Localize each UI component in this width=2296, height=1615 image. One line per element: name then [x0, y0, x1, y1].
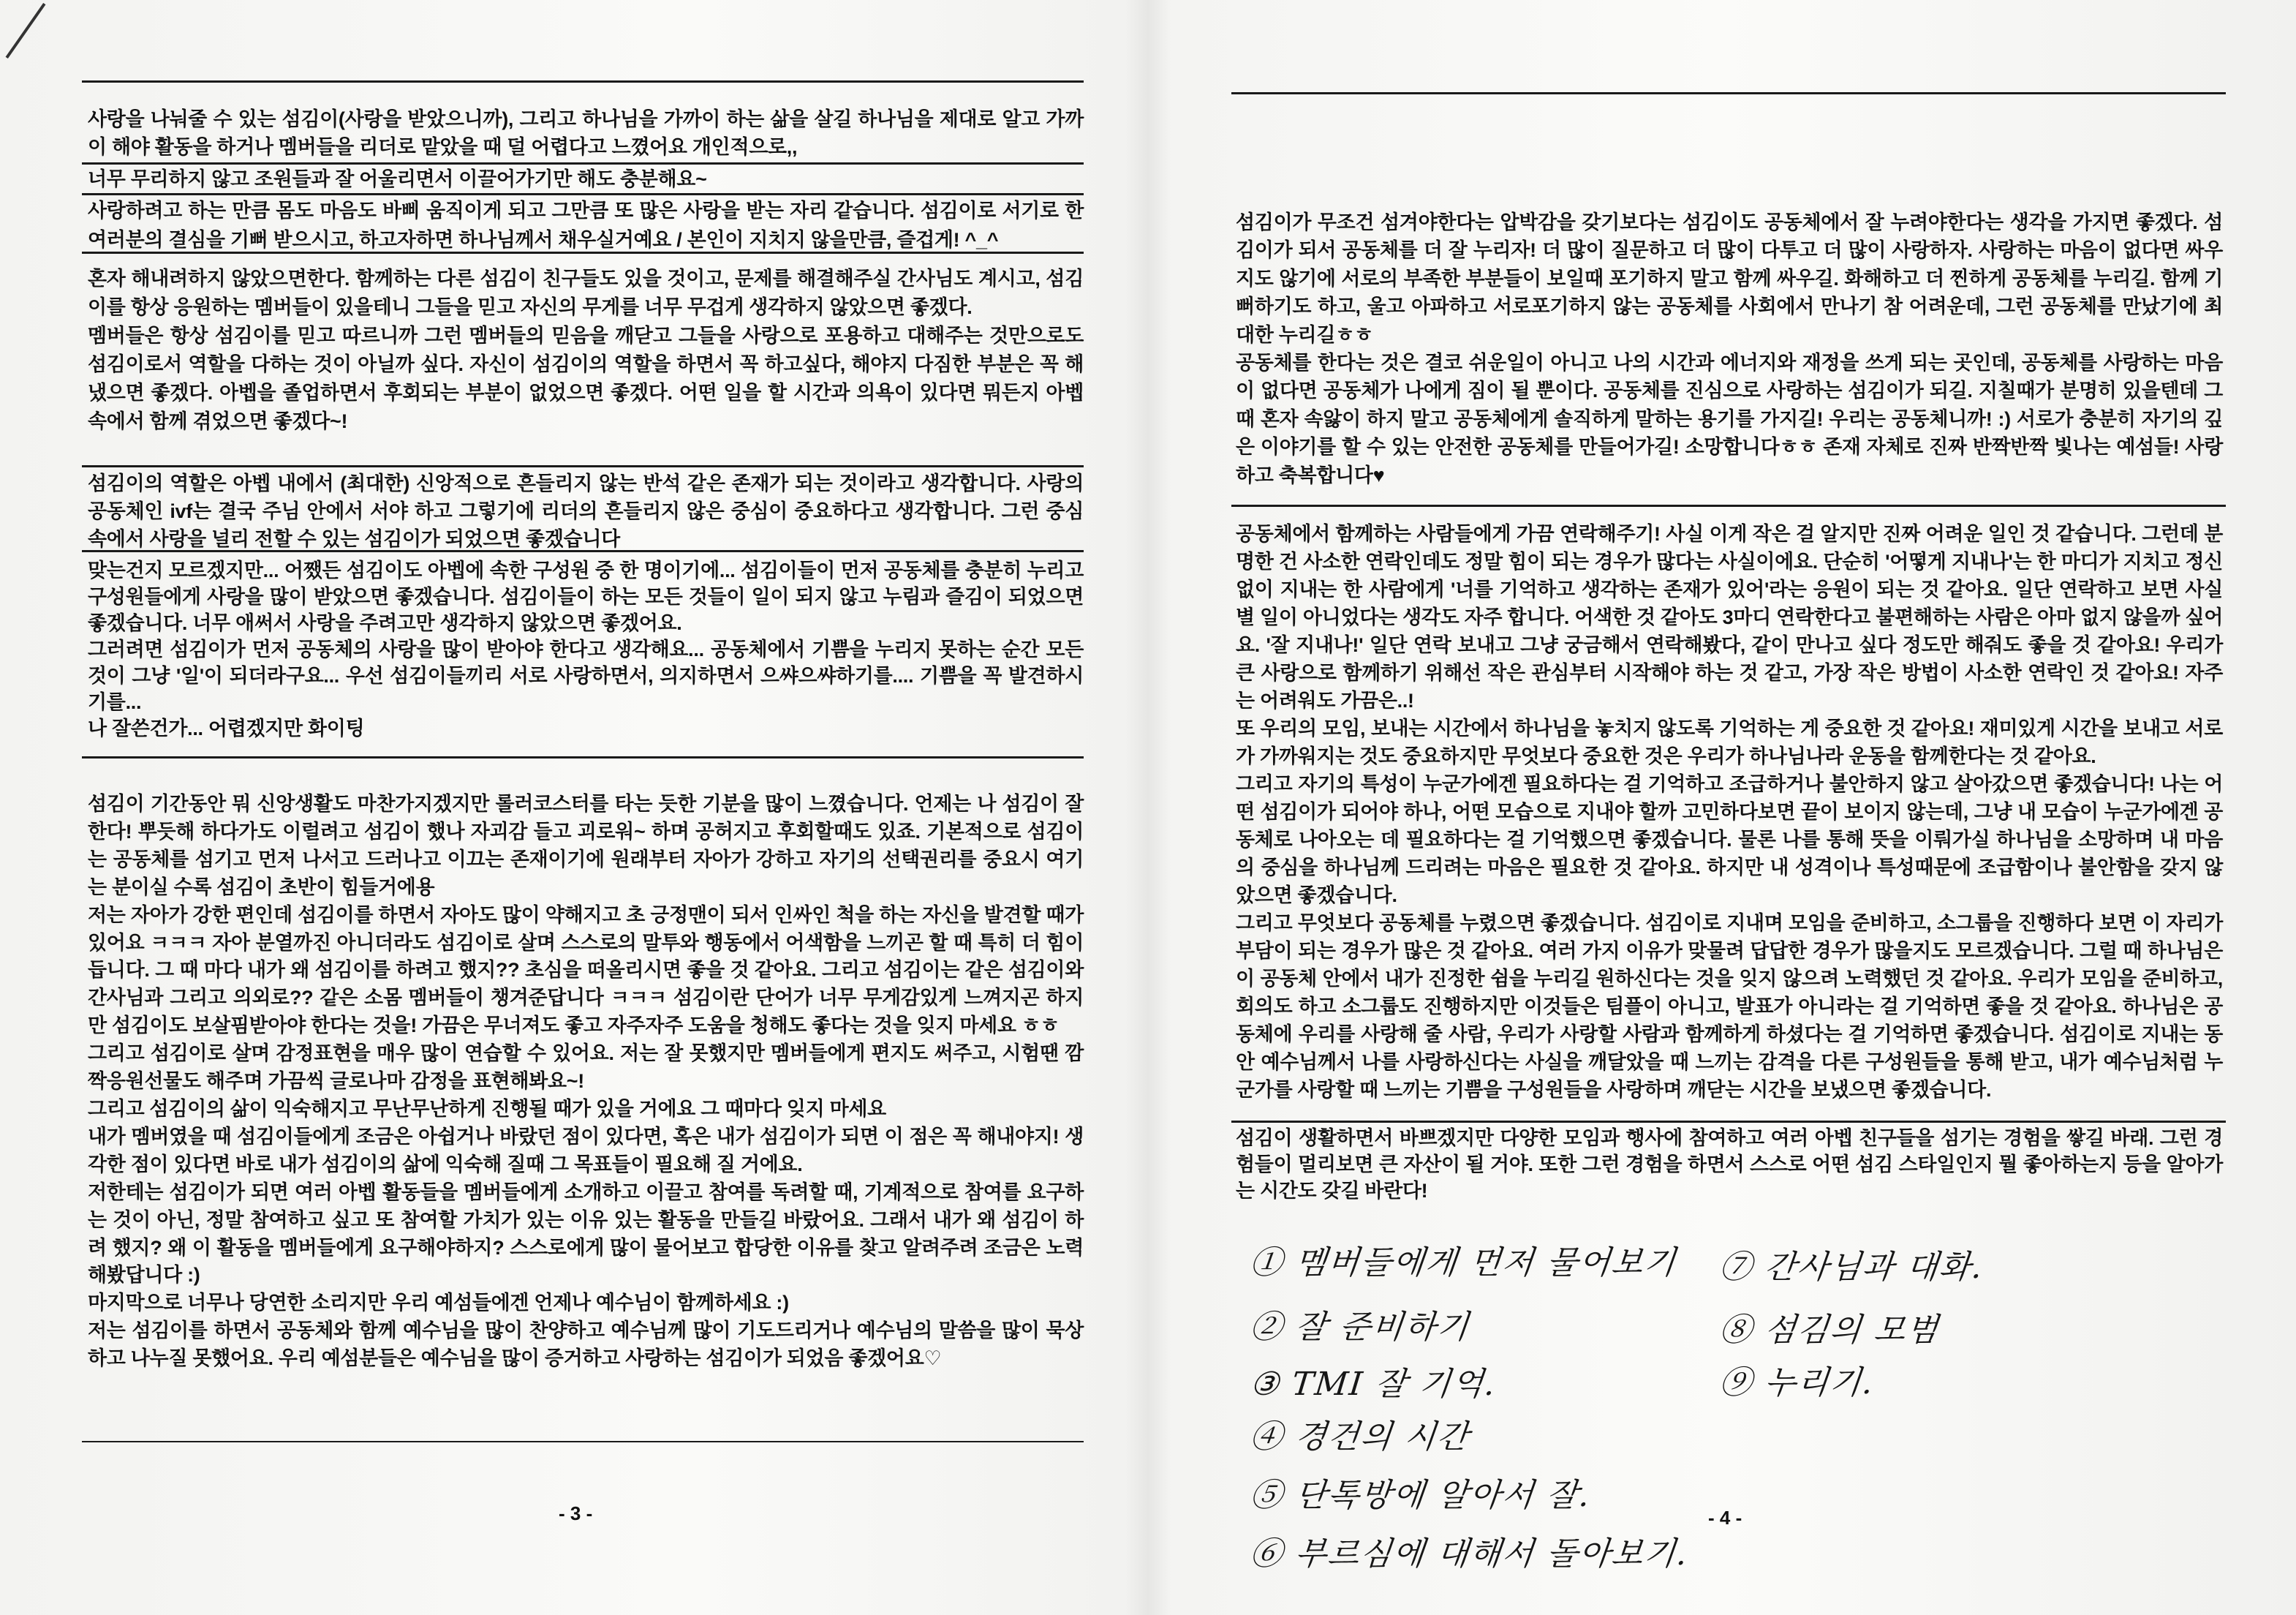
paragraph: 저는 섬김이를 하면서 공동체와 함께 예수님을 많이 찬양하고 예수님께 많이 기도드리거나 예수님의 말씀을 많이 묵상하고 나누질 못했어요. 우리 예섬분들은 예수님을 많이 증거하고 사랑하는 섬김이가 되었음 좋겠어요♡	[88, 1320, 1084, 1370]
paragraph: 그리고 자기의 특성이 누군가에겐 필요하다는 걸 기억하고 조급하거나 불안하지 않고 살아갔으면 좋겠습니다! 나는 어떤 섬김이가 되어야 하나, 어떤 모습으로 지내야 할까 고민하다보면 끝이 보이지 않는데, 그냥 내 모습이 누군가에겐 공동체로 나아오는 데 필요하다는 걸 기억했으면 좋겠습니다. 물론 나를 통해 뜻을 이뤄가실 하나님을 소망하며 내 마음의 중심을 하나님께 드리려는 마음은 필요한 것 같아요. 하지만 내 성격이나 특성때문에 조급함이나 불안함을 갖지 않았으면 좋겠습니다.	[1236, 773, 2223, 906]
divider	[82, 550, 1084, 552]
paragraph: 너무 무리하지 않고 조원들과 잘 어울리면서 이끌어가기만 해도 충분해요~	[88, 168, 707, 190]
paragraph: 섬김이 생활하면서 바쁘겠지만 다양한 모임과 행사에 참여하고 여러 아벱 친구들을 섬기는 경험을 쌓길 바래. 그런 경험들이 멀리보면 큰 자산이 될 거야. 또한 그런 경험을 하면서 스스로 어떤 섬김 스타일인지 뭘 좋아하는지 등을 알아가는 시간도 갖길 바란다!	[1236, 1127, 2223, 1202]
handwritten-note: ③ TMI 잘 기억.	[1247, 1366, 1498, 1403]
paragraph: 그리고 섬김이의 삶이 익숙해지고 무난무난하게 진행될 때가 있을 거에요 그 때마다 잊지 마세요	[88, 1097, 886, 1120]
paragraph: 섬김이 기간동안 뭐 신앙생활도 마찬가지겠지만 롤러코스터를 타는 듯한 기분을 많이 느꼈습니다. 언제는 나 섬김이 잘한다! 뿌듯해 하다가도 이럴려고 섬김이 했나 자괴감 들고 괴로워~ 하며 공허지고 후회할때도 있죠. 기본적으로 섬김이는 공동체를 섬기고 먼저 나서고 드러나고 이끄는 존재이기에 원래부터 자아가 강하고 자기의 선택권리를 중요시 여기는 분이실 수록 섬김이 초반이 힘들거에용	[88, 793, 1084, 898]
divider	[82, 162, 1084, 165]
divider	[82, 756, 1084, 758]
handwritten-note: ⑥ 부르심에 대해서 돌아보기.	[1247, 1535, 1691, 1573]
paragraph: 그리고 무엇보다 공동체를 누렸으면 좋겠습니다. 섬김이로 지내며 모임을 준비하고, 소그룹을 진행하다 보면 이 자리가 부담이 되는 경우가 많은 것 같아요. 여러 가지 이유가 맞물려 답답한 경우가 많을지도 모르겠습니다. 그럴 때 하나님은 이 공동체 안에서 내가 진정한 쉼을 누리길 원하신다는 것을 잊지 않으려 노력했던 것 같아요. 우리가 모임을 준비하고, 회의도 하고 소그룹도 진행하지만 이것들은 팀플이 아니고, 발표가 아니라는 걸 기억하면 좋을 것 같아요. 하나님은 공동체에 우리를 사랑해 줄 사람, 우리가 사랑할 사람과 함께하게 하셨다는 걸 기억하면 좋겠습니다. 섬김이로 지내는 동안 예수님께서 나를 사랑하신다는 사실을 깨달았을 때 느끼는 감격을 다른 구성원들을 통해 받고, 내가 예수님처럼 누군가를 사랑할 때 느끼는 기쁨을 구성원들을 사랑하며 깨닫는 시간을 보냈으면 좋겠습니다.	[1236, 912, 2223, 1101]
response-block-2	[1236, 520, 2223, 1104]
paragraph: 내가 멤버였을 때 섬김이들에게 조금은 아쉽거나 바랐던 점이 있다면, 혹은 내가 섬김이가 되면 이 점은 꼭 해내야지! 생각한 점이 있다면 바로 내가 섬김이의 삶에 익숙해 질때 그 목표들이 필요해 질 거에요.	[88, 1125, 1084, 1175]
response-block-4	[88, 265, 1084, 436]
page-number: - 3 -	[559, 1502, 593, 1524]
handwritten-note: ⑤ 단톡방에 알아서 잘.	[1247, 1477, 1593, 1514]
scan-artifact-mark	[6, 3, 46, 59]
divider	[82, 80, 1084, 83]
response-block-3	[1236, 1125, 2223, 1204]
paragraph: 섬김이가 무조건 섬겨야한다는 압박감을 갖기보다는 섬김이도 공동체에서 잘 누려야한다는 생각을 가지면 좋겠다. 섬김이가 되서 공동체를 더 잘 누리자! 더 많이 질문하고 더 많이 다투고 더 많이 사랑하자. 사랑하는 마음이 없다면 싸우지도 않기에 서로의 부족한 부분들이 보일때 포기하지 말고 함께 싸우길. 화해하고 더 찐하게 공동체를 누리길. 함께 기뻐하기도 하고, 울고 아파하고 서로포기하지 않는 공동체를 사회에서 만나기 참 어려운데, 그런 공동체를 만났기에 최대한 누리길ㅎㅎ	[1236, 211, 2223, 346]
divider	[82, 465, 1084, 467]
paragraph: 저는 자아가 강한 편인데 섬김이를 하면서 자아도 많이 약해지고 초 긍정맨이 되서 인싸인 척을 하는 자신을 발견할 때가 있어요 ㅋㅋㅋ 자아 분열까진 아니더라도 섬김이로 살며 스스로의 말투와 행동에서 어색함을 느끼곤 할 때 특히 더 힘이 듭니다. 그 때 마다 내가 왜 섬김이를 하려고 했지?? 초심을 떠올리시면 좋을 것 같아요. 그리고 섬김이는 같은 섬김이와 간사님과 그리고 의외로?? 같은 소몸 멤버들이 챙겨준답니다 ㅋㅋㅋ 섬김이란 단어가 너무 무게감있게 느껴지곤 하지만 섬김이도 보살핌받아야 한다는 것을! 가끔은 무너져도 좋고 자주자주 도움을 청해도 좋다는 것을 잊지 마세요 ㅎㅎ	[88, 903, 1084, 1037]
response-block-3	[88, 196, 1084, 255]
divider	[82, 252, 1084, 254]
paragraph: 맞는건지 모르겠지만... 어쨌든 섬김이도 아벱에 속한 구성원 중 한 명이기에... 섬김이들이 먼저 공동체를 충분히 누리고 구성원들에게 사랑을 많이 받았으면 좋겠습니다. 섬김이들이 하는 모든 것들이 일이 되지 않고 누림과 즐김이 되었으면 좋겠습니다. 너무 애써서 사랑을 주려고만 생각하지 않았으면 좋겠어요.	[88, 560, 1084, 634]
paragraph: 그리고 섬김이로 살며 감정표현을 매우 많이 연습할 수 있어요. 저는 잘 못했지만 멤버들에게 편지도 써주고, 시험땐 깜짝응원선물도 해주며 가끔씩 글로나마 감정을 표현해봐요~!	[88, 1042, 1084, 1093]
page-number: - 4 -	[1708, 1507, 1742, 1529]
handwritten-note: ④ 경건의 시간	[1247, 1418, 1472, 1456]
paragraph: 공동체를 한다는 것은 결코 쉬운일이 아니고 나의 시간과 에너지와 재정을 쓰게 되는 곳인데, 공동체를 사랑하는 마음이 없다면 공동체가 나에게 짐이 될 뿐이다. 공동체를 진심으로 사랑하는 섬김이가 되길. 지칠때가 분명히 있을텐데 그때 혼자 속앓이 하지 말고 공동체에게 솔직하게 말하는 용기를 가지길! 우리는 공동체니까! :) 서로가 충분히 자기의 깊은 이야기를 할 수 있는 안전한 공동체를 만들어가길! 소망합니다ㅎㅎ 존재 자체로 진짜 반짝반짝 빛나는 예섬들! 사랑하고 축복합니다♥	[1236, 352, 2223, 486]
paragraph: 나 잘쓴건가... 어렵겠지만 화이팅	[88, 718, 365, 739]
response-block-1	[88, 105, 1084, 161]
paragraph: 혼자 해내려하지 않았으면한다. 함께하는 다른 섬김이 친구들도 있을 것이고, 문제를 해결해주실 간사님도 계시고, 섬김이를 항상 응원하는 멤버들이 있을테니 그들을 믿고 자신의 무게를 너무 무겁게 생각하지 않았으면 좋겠다.	[88, 268, 1084, 318]
divider	[82, 1441, 1084, 1442]
response-block-5	[88, 470, 1084, 553]
paragraph: 사랑하려고 하는 만큼 몸도 마음도 바삐 움직이게 되고 그만큼 또 많은 사랑을 받는 자리 같습니다. 섬김이로 서기로 한 여러분의 결심을 기뻐 받으시고, 하고자하면 하나님께서 채우실거예요 / 본인이 지치지 않을만큼, 즐겁게! ^_^	[88, 200, 1084, 251]
paragraph: 섬김이의 역할은 아벱 내에서 (최대한) 신앙적으로 흔들리지 않는 반석 같은 존재가 되는 것이라고 생각합니다. 사랑의 공동체인 ivf는 결국 주님 안에서 서야 하고 그렇기에 리더의 흔들리지 않은 중심이 중요하다고 생각합니다. 그런 중심 속에서 사랑을 널리 전할 수 있는 섬김이가 되었으면 좋겠습니다	[88, 473, 1084, 550]
divider	[82, 193, 1084, 195]
paragraph: 사랑을 나눠줄 수 있는 섬김이(사랑을 받았으니까), 그리고 하나님을 가까이 하는 삶을 살길 하나님을 제대로 알고 가까이 해야 활동을 하거나 멤버들을 리더로 맡았을 때 덜 어렵다고 느꼈어요 개인적으로,,	[88, 108, 1084, 158]
paragraph: 저한테는 섬김이가 되면 여러 아벱 활동들을 멤버들에게 소개하고 이끌고 참여를 독려할 때, 기계적으로 참여를 요구하는 것이 아닌, 정말 참여하고 싶고 또 참여할 가치가 있는 이유 있는 활동을 만들길 바랐어요. 그래서 내가 왜 섬김이 하려 했지? 왜 이 활동을 멤버들에게 요구해야하지? 스스로에게 많이 물어보고 합당한 이유를 찾고 알려주려 조금은 노력해봤답니다 :)	[88, 1181, 1084, 1287]
response-block-1	[1236, 208, 2223, 489]
handwritten-note: ⑦ 간사님과 대화.	[1717, 1249, 1986, 1286]
handwritten-note: ① 멤버들에게 먼저 물어보기	[1247, 1244, 1679, 1281]
response-block-6	[88, 557, 1084, 742]
response-block-7	[88, 791, 1084, 1373]
paragraph: 그러려면 섬김이가 먼저 공동체의 사랑을 많이 받아야 한다고 생각해요... 공동체에서 기쁨을 누리지 못하는 순간 모든 것이 그냥 '일'이 되더라구요... 우선 섬김이들끼리 서로 사랑하면서, 의지하면서 으쌰으쌰하기를.... 기쁨을 꼭 발견하시기를...	[88, 639, 1084, 713]
handwritten-note: ⑨ 누리기.	[1717, 1364, 1876, 1401]
handwritten-note: ② 잘 준비하기	[1247, 1309, 1472, 1346]
paragraph: 마지막으로 너무나 당연한 소리지만 우리 예섬들에겐 언제나 예수님이 함께하세요 :)	[88, 1292, 789, 1314]
response-block-2	[88, 165, 1084, 193]
paragraph: 멤버들은 항상 섬김이를 믿고 따르니까 그런 멤버들의 믿음을 깨닫고 그들을 사랑으로 포용하고 대해주는 것만으로도 섬김이로서 역할을 다하는 것이 아닐까 싶다. 자신이 섬김이의 역할을 하면서 꼭 하고싶다, 해야지 다짐한 부분은 꼭 해냈으면 좋겠다. 아벱을 졸업하면서 후회되는 부분이 없었으면 좋겠다. 어떤 일을 할 시간과 의욕이 있다면 뭐든지 아벱 속에서 함께 겪었으면 좋겠다~!	[88, 325, 1084, 432]
divider	[1231, 505, 2226, 507]
divider	[1231, 1121, 2226, 1123]
divider	[1231, 92, 2226, 94]
paragraph: 공동체에서 함께하는 사람들에게 가끔 연락해주기! 사실 이게 작은 걸 알지만 진짜 어려운 일인 것 같습니다. 그런데 분명한 건 사소한 연락인데도 정말 힘이 되는 경우가 많다는 사실이에요. 단순히 '어떻게 지내나'는 한 마디가 지치고 정신없이 지내는 한 사람에게 '너를 기억하고 생각하는 존재가 있어'라는 응원이 되는 것 같아요. 일단 연락하고 보면 사실 별 일이 아니었다는 생각도 자주 합니다. 어색한 것 같아도 3마디 연락한다고 불편해하는 사람은 아마 없지 않을까 싶어요. '잘 지내나!' 일단 연락 보내고 그냥 궁금해서 연락해봤다, 같이 만나고 싶다 정도만 해줘도 좋을 것 같아요! 우리가 큰 사랑으로 함께하기 위해선 작은 관심부터 시작해야 하는 것 같고, 가장 작은 방법이 사소한 연락인 것 같아요! 자주는 어려워도 가끔은..!	[1236, 523, 2223, 712]
paragraph: 또 우리의 모임, 보내는 시간에서 하나님을 놓치지 않도록 기억하는 게 중요한 것 같아요! 재미있게 시간을 보내고 서로가 가까워지는 것도 중요하지만 무엇보다 중요한 것은 우리가 하나님나라 운동을 함께한다는 것 같아요.	[1236, 718, 2223, 767]
handwritten-note: ⑧ 섬김의 모범	[1717, 1311, 1941, 1349]
